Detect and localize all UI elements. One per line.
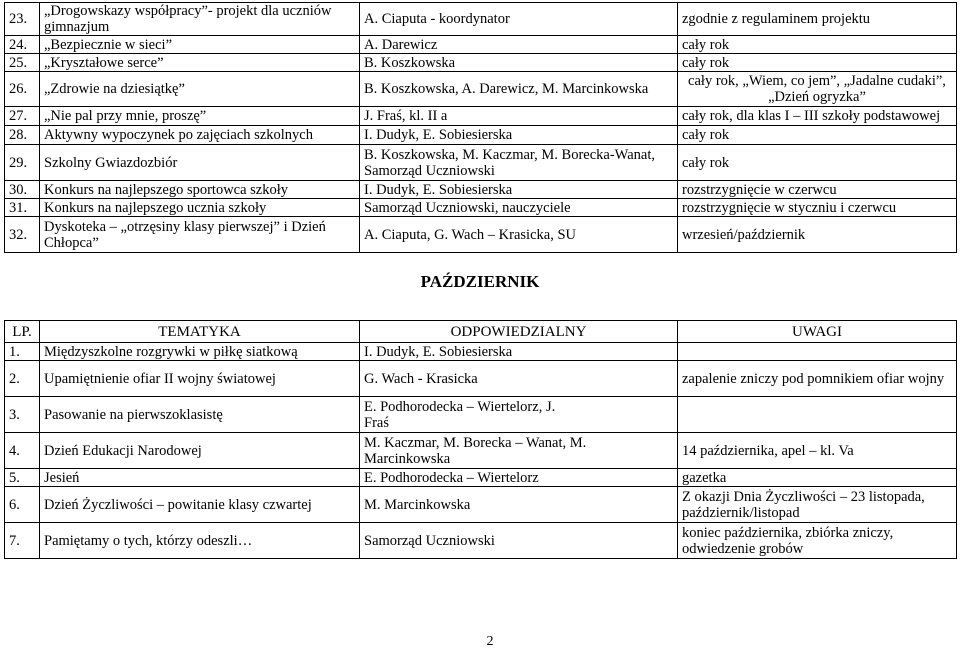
header-topic: TEMATYKA: [40, 321, 360, 343]
activity-note: cały rok: [678, 145, 957, 181]
table-row: [5, 343, 957, 361]
table-header-row: [5, 321, 957, 343]
row-number: 7.: [5, 523, 40, 559]
activity-note: wrzesień/październik: [678, 217, 957, 253]
activity-note: gazetka: [678, 469, 957, 487]
activity-name: „Bezpiecznie w sieci”: [40, 36, 360, 54]
row-number: 24.: [5, 36, 40, 54]
activity-name: „Kryształowe serce”: [40, 54, 360, 72]
responsible-person: B. Koszkowska, A. Darewicz, M. Marcinkowska: [360, 72, 678, 107]
row-number: 6.: [5, 487, 40, 523]
row-number: 1.: [5, 343, 40, 361]
header-notes: UWAGI: [678, 321, 957, 343]
responsible-person: A. Darewicz: [360, 36, 678, 54]
activity-name: „Drogowskazy współpracy”- projekt dla uczniów gimnazjum: [40, 3, 360, 36]
activities-table: [4, 2, 957, 253]
activity-note: koniec października, zbiórka zniczy, odwiedzenie grobów: [678, 523, 957, 559]
page-number: 2: [486, 634, 494, 649]
responsible-person: I. Dudyk, E. Sobiesierska: [360, 181, 678, 199]
responsible-person: E. Podhorodecka – Wiertelorz, J. Fraś: [360, 397, 678, 433]
activity-note: cały rok: [678, 54, 957, 72]
responsible-person: B. Koszkowska: [360, 54, 678, 72]
responsible-person: M. Kaczmar, M. Borecka – Wanat, M. Marcinkowska: [360, 433, 678, 469]
row-number: 26.: [5, 72, 40, 107]
activity-note: rozstrzygnięcie w czerwcu: [678, 181, 957, 199]
activity-name: Dzień Edukacji Narodowej: [40, 433, 360, 469]
table-row: [5, 72, 957, 107]
activity-note: Z okazji Dnia Życzliwości – 23 listopada, październik/listopad: [678, 487, 957, 523]
responsible-person: A. Ciaputa - koordynator: [360, 3, 678, 36]
table-row: [5, 3, 957, 36]
activity-note: rozstrzygnięcie w styczniu i czerwcu: [678, 199, 957, 217]
activity-note: [678, 397, 957, 433]
activity-name: Aktywny wypoczynek po zajęciach szkolnych: [40, 126, 360, 145]
activity-name: „Nie pal przy mnie, proszę”: [40, 107, 360, 126]
row-number: 3.: [5, 397, 40, 433]
table-row: [5, 145, 957, 181]
responsible-person: I. Dudyk, E. Sobiesierska: [360, 126, 678, 145]
row-number: 4.: [5, 433, 40, 469]
table-row: [5, 397, 957, 433]
activity-note: zgodnie z regulaminem projektu: [678, 3, 957, 36]
table-row: [5, 361, 957, 397]
activity-name: Dzień Życzliwości – powitanie klasy czwartej: [40, 487, 360, 523]
activity-name: Szkolny Gwiazdozbiór: [40, 145, 360, 181]
table-row: [5, 36, 957, 54]
responsible-person: A. Ciaputa, G. Wach – Krasicka, SU: [360, 217, 678, 253]
table-row: [5, 126, 957, 145]
activity-name: „Zdrowie na dziesiątkę”: [40, 72, 360, 107]
row-number: 2.: [5, 361, 40, 397]
header-lp: LP.: [5, 321, 40, 343]
activity-note: 14 października, apel – kl. Va: [678, 433, 957, 469]
table-row: [5, 217, 957, 253]
responsible-person: E. Podhorodecka – Wiertelorz: [360, 469, 678, 487]
responsible-person: G. Wach - Krasicka: [360, 361, 678, 397]
activity-note: cały rok: [678, 126, 957, 145]
responsible-person: I. Dudyk, E. Sobiesierska: [360, 343, 678, 361]
table-row: [5, 54, 957, 72]
table-row: [5, 523, 957, 559]
row-number: 5.: [5, 469, 40, 487]
row-number: 29.: [5, 145, 40, 181]
table-row: [5, 107, 957, 126]
activity-name: Konkurs na najlepszego ucznia szkoły: [40, 199, 360, 217]
activity-note: cały rok, „Wiem, co jem”, „Jadalne cudaki”, „Dzień ogryzka”: [678, 72, 957, 107]
row-number: 27.: [5, 107, 40, 126]
table-row: [5, 469, 957, 487]
activity-name: Pasowanie na pierwszoklasistę: [40, 397, 360, 433]
responsible-person: Samorząd Uczniowski, nauczyciele: [360, 199, 678, 217]
section-title: PAŹDZIERNIK: [420, 272, 540, 291]
activity-name: Upamiętnienie ofiar II wojny światowej: [40, 361, 360, 397]
activity-note: cały rok, dla klas I – III szkoły podstawowej: [678, 107, 957, 126]
table-row: [5, 181, 957, 199]
row-number: 28.: [5, 126, 40, 145]
row-number: 31.: [5, 199, 40, 217]
responsible-person: B. Koszkowska, M. Kaczmar, M. Borecka-Wanat, Samorząd Uczniowski: [360, 145, 678, 181]
header-responsible: ODPOWIEDZIALNY: [360, 321, 678, 343]
responsible-person: M. Marcinkowska: [360, 487, 678, 523]
responsible-person: Samorząd Uczniowski: [360, 523, 678, 559]
activity-note: cały rok: [678, 36, 957, 54]
table-row: [5, 199, 957, 217]
activity-name: Międzyszkolne rozgrywki w piłkę siatkową: [40, 343, 360, 361]
activity-name: Pamiętamy o tych, którzy odeszli…: [40, 523, 360, 559]
row-number: 32.: [5, 217, 40, 253]
table-row: [5, 487, 957, 523]
row-number: 30.: [5, 181, 40, 199]
row-number: 25.: [5, 54, 40, 72]
activity-name: Konkurs na najlepszego sportowca szkoły: [40, 181, 360, 199]
october-table: [4, 320, 957, 559]
activity-name: Jesień: [40, 469, 360, 487]
activity-note: [678, 343, 957, 361]
responsible-person: J. Fraś, kl. II a: [360, 107, 678, 126]
table-row: [5, 433, 957, 469]
activity-name: Dyskoteka – „otrzęsiny klasy pierwszej” i Dzień Chłopca”: [40, 217, 360, 253]
row-number: 23.: [5, 3, 40, 36]
activity-note: zapalenie zniczy pod pomnikiem ofiar wojny: [678, 361, 957, 397]
